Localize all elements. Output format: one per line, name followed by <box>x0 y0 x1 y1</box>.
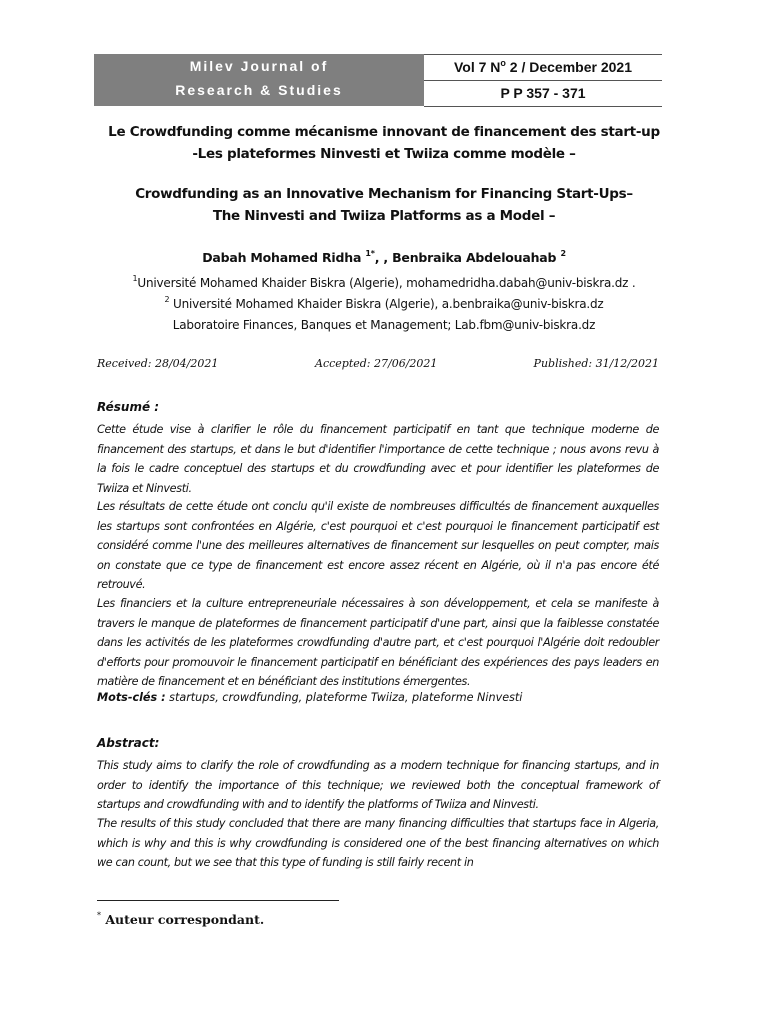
affiliation-3: Laboratoire Finances, Banques et Management; Lab.fbm@univ-biskra.dz <box>172 318 596 332</box>
title-french-line1: Le Crowdfunding comme mécanisme innovant de financement des start-up <box>108 124 660 140</box>
published-date: Published: 31/12/2021 <box>533 357 659 370</box>
abstract-heading: Abstract: <box>97 736 160 750</box>
author-separator: , , <box>374 250 388 265</box>
author-1: Dabah Mohamed Ridha <box>202 250 362 265</box>
title-english <box>80 183 688 227</box>
journal-name-line2: Research & Studies <box>175 82 343 98</box>
page-range: P P 357 - 371 <box>424 80 662 107</box>
author-2-sup: 2 <box>560 249 566 258</box>
footnote: * Auteur correspondant. <box>97 911 265 927</box>
footnote-divider <box>97 900 339 901</box>
title-french <box>80 121 688 165</box>
title-french-line2: -Les plateformes Ninvesti et Twiiza comme modèle – <box>192 146 576 162</box>
author-list <box>80 250 688 265</box>
journal-name-box <box>94 54 424 106</box>
accepted-date: Accepted: 27/06/2021 <box>315 357 438 370</box>
title-english-line1: Crowdfunding as an Innovative Mechanism for Financing Start-Ups– <box>135 186 633 202</box>
abstract-paragraph-2: The results of this study concluded that there are many financing difficulties that startups face in Algeria, which is why and this is why crowdfunding is considered one of the best financing alternatives on which we can count, but we see that this type of funding is still fairly recent in <box>97 817 659 869</box>
keywords-french <box>97 691 522 704</box>
resume-paragraph-3: Les financiers et la culture entrepreneuriale nécessaires à son développement, et cela se manifeste à travers le manque de plateformes de financement participatif d'une part, ainsi que la faiblesse constatée dans les activités de les plateformes crowdfunding d'autre part, et c'est pourquoi l'Algérie doit redoubler d'efforts pour promouvoir le financement participatif en bénéficiant des expériences des pays leaders en matière de financement et en bénéficiant des institutions émergentes. <box>97 597 659 688</box>
received-date: Received: 28/04/2021 <box>97 357 219 370</box>
keywords-list: startups, crowdfunding, plateforme Twiiza, plateforme Ninvesti <box>165 691 523 704</box>
resume-paragraph-2: Les résultats de cette étude ont conclu qu'il existe de nombreuses difficultés de financement auxquelles les startups sont confrontées en Algérie, c'est pourquoi et c'est pourquoi le financement participatif est considéré comme l'une des meilleures alternatives de financement sur lesquelles on peut compter, mais on constate que ce type de financement est encore assez récent en Algérie, où il n'a pas encore été retrouvé. <box>97 500 659 591</box>
article-dates <box>97 357 659 373</box>
affiliation-2: $^2$ Université Mohamed Khaider Biskra (Algerie), a.benbraika@univ-biskra.dz <box>164 295 604 311</box>
author-2: Benbraika Abdelouahab <box>392 250 557 265</box>
resume-heading: Résumé : <box>97 400 160 414</box>
issue-info-box <box>424 54 662 106</box>
journal-name-line1: Milev Journal of <box>189 58 329 74</box>
keywords-label: Mots-clés : <box>97 691 166 704</box>
resume-paragraph-1: Cette étude vise à clarifier le rôle du financement participatif en tant que technique moderne de financement des startups, et dans le but d'identifier l'importance de cette technique ; nous avons revu à la fois le cadre conceptuel des startups et du crowdfunding avec et pour identifier les plateformes de Twiiza et Ninvesti. <box>97 423 659 495</box>
volume-info: Vol 7 $N^o$ 2 / December 2021 <box>424 54 662 80</box>
author-1-sup: 1* <box>365 249 375 258</box>
journal-header <box>94 54 662 106</box>
affiliation-1: $^1$Université Mohamed Khaider Biskra (Algerie), mohamedridha.dabah@univ-biskra.dz . <box>132 274 636 290</box>
abstract-paragraph-1: This study aims to clarify the role of crowdfunding as a modern technique for financing startups, and in order to identify the importance of this technique; we reviewed both the conceptual framework of startups and crowdfunding with and to identify the platforms of Twiiza and Ninvesti. <box>97 759 659 811</box>
title-english-line2: The Ninvesti and Twiiza Platforms as a Model – <box>212 208 556 224</box>
